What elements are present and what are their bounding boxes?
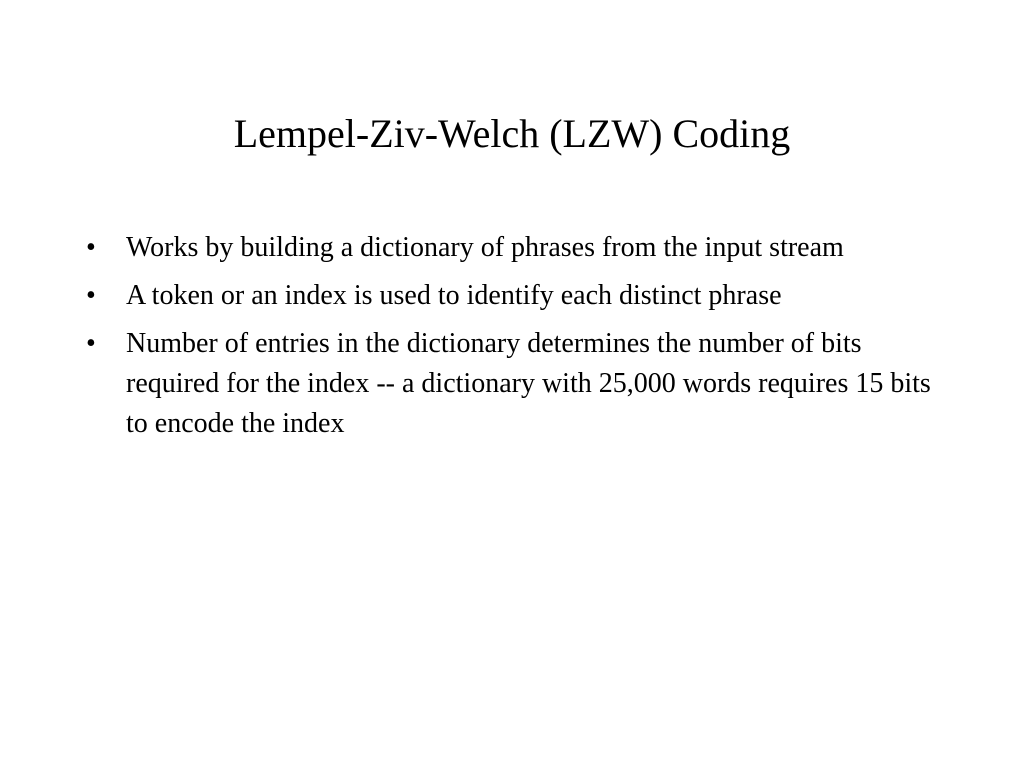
- bullet-marker: •: [86, 232, 96, 263]
- slide-title: Lempel-Ziv-Welch (LZW) Coding: [233, 111, 791, 156]
- bullet-text: A token or an index is used to identify each distinct phrase: [126, 280, 782, 311]
- bullet-marker: •: [86, 280, 96, 311]
- bullet-marker: •: [86, 328, 96, 359]
- bullet-item: [86, 324, 946, 444]
- bullet-item: [86, 276, 946, 316]
- bullet-item: [86, 228, 946, 268]
- bullet-text: Works by building a dictionary of phrases from the input stream: [126, 232, 844, 263]
- bullet-list: [86, 228, 946, 452]
- bullet-text: Number of entries in the dictionary determines the number of bits required for the index -- a dictionary with 25,000 words requires 15 bits to encode the index: [126, 328, 931, 439]
